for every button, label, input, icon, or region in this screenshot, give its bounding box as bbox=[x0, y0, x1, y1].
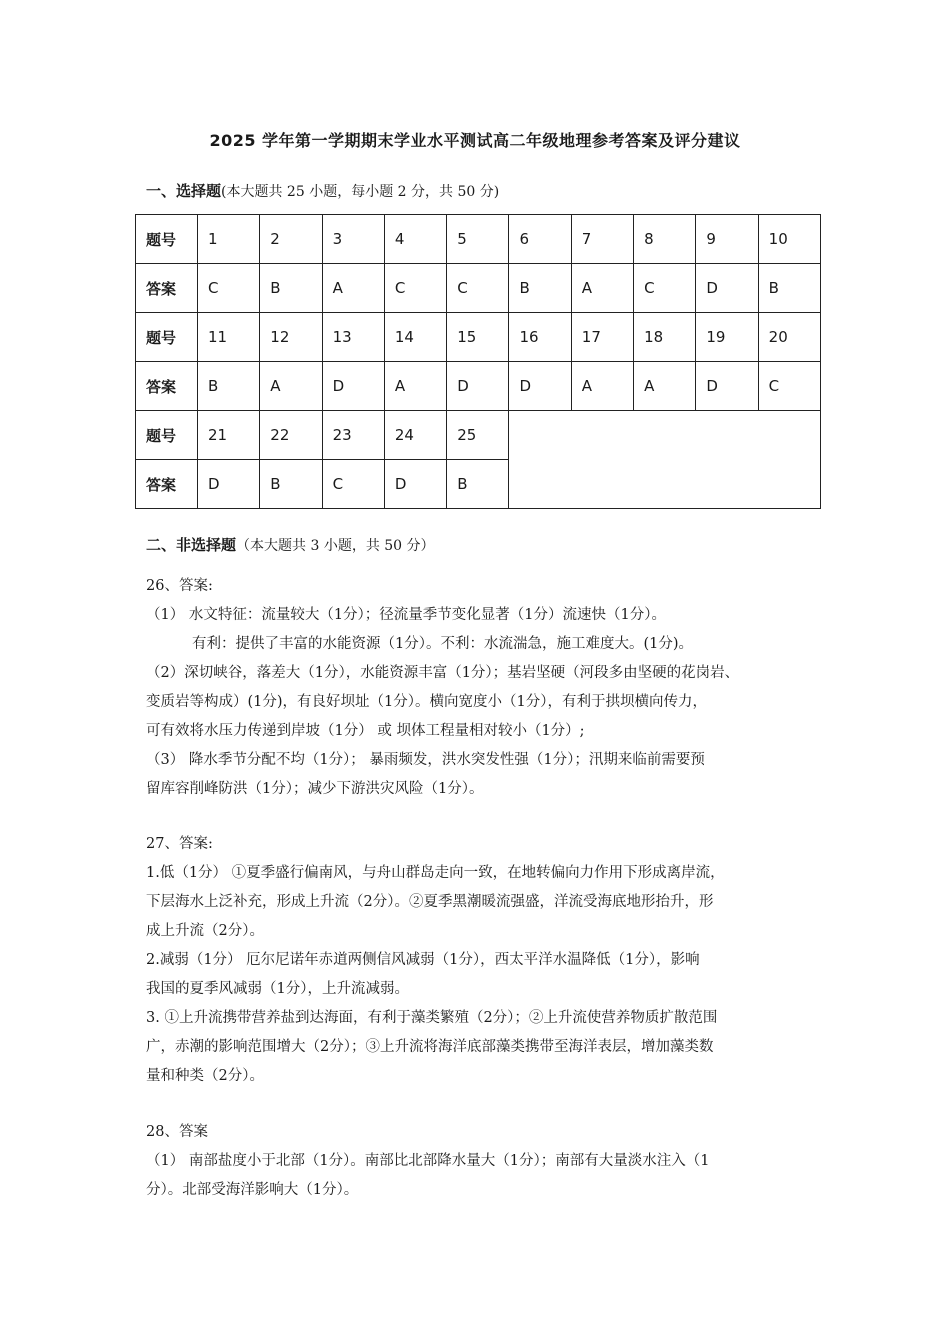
table-cell: A bbox=[260, 362, 322, 411]
table-cell: 7 bbox=[571, 215, 633, 264]
table-cell: B bbox=[260, 460, 322, 509]
question-26 bbox=[146, 572, 816, 804]
table-cell: C bbox=[447, 264, 509, 313]
q27-line: 2.减弱（1分） 厄尔尼诺年赤道两侧信风减弱（1分），西太平洋水温降低（1分），影响 bbox=[146, 952, 700, 968]
q27-line: 量和种类（2分）。 bbox=[146, 1068, 264, 1084]
section2-heading bbox=[146, 534, 435, 555]
table-cell: D bbox=[696, 264, 758, 313]
q28-line: （1） 南部盐度小于北部（1分）。南部比北部降水量大（1分）；南部有大量淡水注入（1 bbox=[146, 1153, 710, 1169]
section1-title: 一、选择题 bbox=[146, 182, 222, 200]
q27-line: 3. ①上升流携带营养盐到达海面，有利于藻类繁殖（2分）；②上升流使营养物质扩散范围 bbox=[146, 1010, 718, 1026]
table-cell: 15 bbox=[447, 313, 509, 362]
row-label: 答案 bbox=[136, 362, 198, 411]
table-cell: 20 bbox=[758, 313, 820, 362]
answer-table bbox=[135, 214, 821, 509]
table-cell: C bbox=[634, 264, 696, 313]
table-cell: 8 bbox=[634, 215, 696, 264]
table-cell: C bbox=[758, 362, 820, 411]
table-cell: 16 bbox=[509, 313, 571, 362]
table-cell: B bbox=[447, 460, 509, 509]
q26-line: 留库容削峰防洪（1分）；减少下游洪灾风险（1分）。 bbox=[146, 781, 484, 797]
table-row bbox=[136, 264, 821, 313]
question-28-label: 28、答案 bbox=[146, 1124, 208, 1140]
table-cell: B bbox=[260, 264, 322, 313]
q27-line: 广，赤潮的影响范围增大（2分）；③上升流将海洋底部藻类携带至海洋表层，增加藻类数 bbox=[146, 1039, 714, 1055]
table-cell: A bbox=[634, 362, 696, 411]
table-cell: B bbox=[198, 362, 260, 411]
table-cell: 9 bbox=[696, 215, 758, 264]
table-cell: D bbox=[384, 460, 446, 509]
table-cell: 5 bbox=[447, 215, 509, 264]
q26-line: （1） 水文特征：流量较大（1分）；径流量季节变化显著（1分）流速快（1分）。 bbox=[146, 607, 667, 623]
table-row bbox=[136, 215, 821, 264]
question-27 bbox=[146, 830, 816, 1091]
table-cell: C bbox=[198, 264, 260, 313]
q27-line: 1.低（1分） ①夏季盛行偏南风，与舟山群岛走向一致，在地转偏向力作用下形成离岸流， bbox=[146, 865, 725, 881]
table-cell: 14 bbox=[384, 313, 446, 362]
table-row bbox=[136, 362, 821, 411]
q26-line: 可有效将水压力传递到岸坡（1分） 或 坝体工程量相对较小（1分）; bbox=[146, 723, 585, 739]
row-label: 答案 bbox=[136, 460, 198, 509]
table-cell: 3 bbox=[322, 215, 384, 264]
table-cell: 19 bbox=[696, 313, 758, 362]
q26-line: （3） 降水季节分配不均（1分）； 暴雨频发，洪水突发性强（1分）；汛期来临前需要预 bbox=[146, 752, 705, 768]
table-cell: B bbox=[758, 264, 820, 313]
q28-line: 分）。北部受海洋影响大（1分）。 bbox=[146, 1182, 359, 1198]
table-cell: 12 bbox=[260, 313, 322, 362]
q27-line: 我国的夏季风减弱（1分），上升流减弱。 bbox=[146, 981, 409, 997]
blank-cell bbox=[509, 411, 820, 509]
table-cell: D bbox=[696, 362, 758, 411]
table-cell: 24 bbox=[384, 411, 446, 460]
row-label: 题号 bbox=[136, 215, 198, 264]
table-cell: C bbox=[322, 460, 384, 509]
q27-line: 下层海水上泛补充，形成上升流（2分）。②夏季黑潮暖流强盛，洋流受海底地形抬升，形 bbox=[146, 894, 714, 910]
row-label: 题号 bbox=[136, 411, 198, 460]
table-cell: 4 bbox=[384, 215, 446, 264]
table-cell: 23 bbox=[322, 411, 384, 460]
section1-note: (本大题共 25 小题，每小题 2 分，共 50 分) bbox=[221, 184, 500, 200]
table-cell: 17 bbox=[571, 313, 633, 362]
q26-line: （2）深切峡谷，落差大（1分），水能资源丰富（1分）；基岩坚硬（河段多由坚硬的花岗岩、 bbox=[146, 665, 740, 681]
table-row bbox=[136, 313, 821, 362]
table-cell: 6 bbox=[509, 215, 571, 264]
table-cell: 18 bbox=[634, 313, 696, 362]
row-label: 题号 bbox=[136, 313, 198, 362]
question-26-label: 26、答案: bbox=[146, 578, 213, 594]
table-cell: 1 bbox=[198, 215, 260, 264]
section2-note: （本大题共 3 小题，共 50 分） bbox=[236, 538, 435, 554]
question-28 bbox=[146, 1118, 816, 1205]
table-cell: D bbox=[198, 460, 260, 509]
table-row bbox=[136, 411, 821, 460]
table-cell: 25 bbox=[447, 411, 509, 460]
section1-heading bbox=[146, 180, 499, 201]
table-cell: D bbox=[509, 362, 571, 411]
table-cell: D bbox=[322, 362, 384, 411]
table-cell: A bbox=[571, 264, 633, 313]
table-cell: 11 bbox=[198, 313, 260, 362]
q27-line: 成上升流（2分）。 bbox=[146, 923, 264, 939]
q26-line: 有利：提供了丰富的水能资源（1分）。不利：水流湍急，施工难度大。(1分)。 bbox=[192, 636, 694, 652]
table-cell: 21 bbox=[198, 411, 260, 460]
row-label: 答案 bbox=[136, 264, 198, 313]
table-cell: 2 bbox=[260, 215, 322, 264]
table-cell: A bbox=[384, 362, 446, 411]
section2-title: 二、非选择题 bbox=[146, 536, 237, 554]
table-cell: D bbox=[447, 362, 509, 411]
question-27-label: 27、答案: bbox=[146, 836, 213, 852]
table-cell: A bbox=[322, 264, 384, 313]
table-cell: 10 bbox=[758, 215, 820, 264]
table-cell: B bbox=[509, 264, 571, 313]
table-cell: C bbox=[384, 264, 446, 313]
q26-line: 变质岩等构成）(1分)，有良好坝址（1分）。横向宽度小（1分），有利于拱坝横向传力， bbox=[146, 694, 707, 710]
table-cell: 13 bbox=[322, 313, 384, 362]
table-cell: 22 bbox=[260, 411, 322, 460]
table-cell: A bbox=[571, 362, 633, 411]
page-title: 2025 学年第一学期期末学业水平测试高二年级地理参考答案及评分建议 bbox=[209, 131, 741, 150]
